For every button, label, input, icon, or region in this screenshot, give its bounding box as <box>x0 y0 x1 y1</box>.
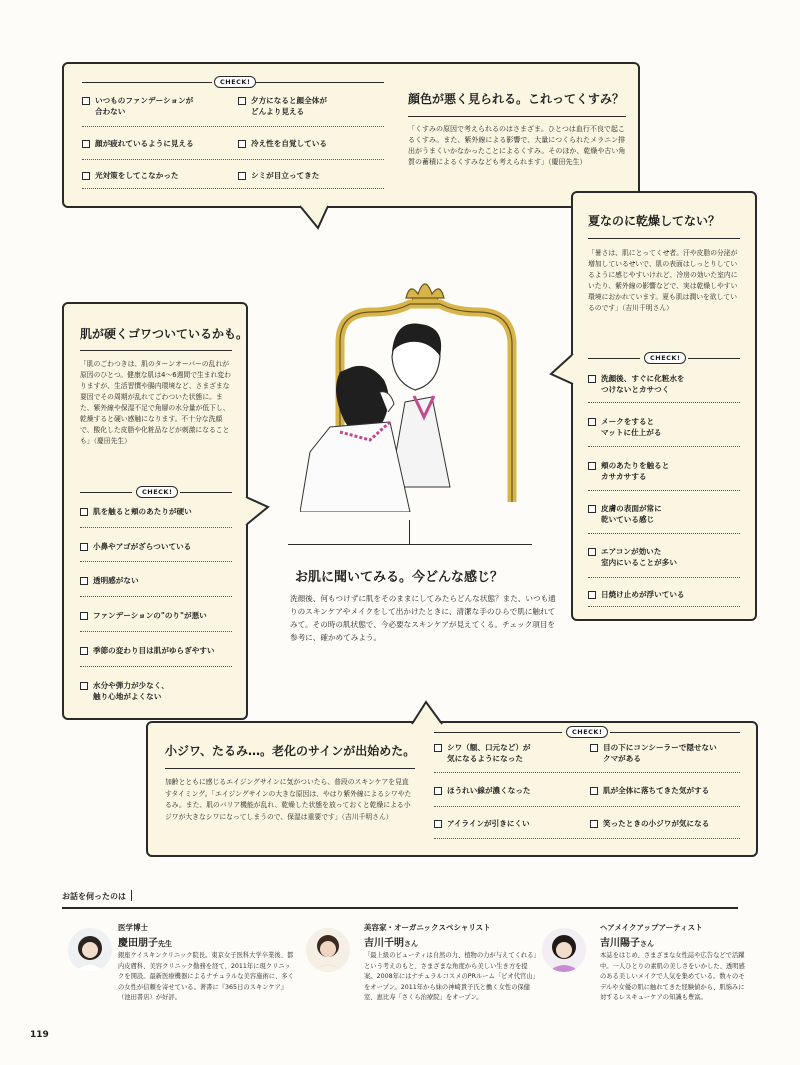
dotted-divider <box>80 527 232 528</box>
dryness-body: 「暑さは、肌にとってくせ者。汗や皮脂の分泌が増加しているせいで、肌の表面はしっとりしているように感じやすいけれど、冷房の効いた室内にいたり、紫外線の影響などで、実は乾燥しやすい環境におかれています。夏も肌は潤いを欲しているのです」（吉川千明さん） <box>588 249 738 312</box>
dullness-heading-rule <box>408 116 626 117</box>
dotted-divider <box>82 159 384 160</box>
checkbox-icon[interactable] <box>588 462 596 470</box>
dullness-check-item[interactable]: いつものファンデーションが 合わない <box>82 95 232 117</box>
stiffness-check-item[interactable]: 透明感がない <box>80 575 240 586</box>
stiffness-check-item[interactable]: 肌を触ると頬のあたりが硬い <box>80 506 240 517</box>
stiffness-check-item[interactable]: 水分や弾力が少なく、 触り心地がよくない <box>80 680 240 702</box>
checkbox-icon[interactable] <box>238 97 246 105</box>
aging-check-item[interactable]: 笑ったときの小ジワが気になる <box>590 818 750 829</box>
avatar <box>542 928 586 972</box>
dryness-check-item[interactable]: 洗顔後、すぐに化粧水を つけないとカサつく <box>588 373 738 395</box>
dotted-divider <box>80 561 232 562</box>
stiffness-check-rule-right <box>180 492 232 493</box>
experts-label: お話を伺ったのは <box>62 892 126 901</box>
expert-bio: 「最上級のビューティは自然の力、植物の力が与えてくれる」という考えのもと、さまざまな角度から美しい生き方を提案。2008年にはナチュラルコスメのPRルーム「ビオ代官山」をオープン。2011年から妹の神崎貴子氏と働く女性の保健室、恵比寿「さくら治療院」をオープン。 <box>364 952 540 1001</box>
center-heading-rule-top <box>288 544 532 545</box>
aging-check-tag: CHECK! <box>566 726 608 738</box>
avatar <box>306 928 350 972</box>
portrait-icon <box>542 928 586 972</box>
expert-bio: 銀座ケイスキンクリニック院長。東京女子医科大学卒業後、都内皮膚科、美容クリニック勤務を経て、2011年に現クリニックを開設。最新医療機器によるナチュラルな美容施術に、多くの女性が信頼を寄せている。著書に『365日のスキンケア』（池田書店）が好評。 <box>118 952 294 1001</box>
aging-check-rule <box>434 732 562 733</box>
checkbox-icon[interactable] <box>80 682 88 690</box>
stiffness-body: 「肌のごわつきは、肌のターンオーバーの乱れが原因のひとつ。健康な肌は4〜6週間で生まれ変わりますが、生活習慣や腸内環境など、さまざまな要因でその周期が乱れてごわついた状態に。また、紫外線や保湿不足で角層の水分量が低下し、乾燥すると硬い感触になります。不十分な洗顔で、酸化した皮脂や化粧品などが刺激になることも」（慶田先生） <box>80 360 231 445</box>
dotted-divider <box>588 490 740 491</box>
checkbox-icon[interactable] <box>80 577 88 585</box>
checkbox-icon[interactable] <box>434 820 442 828</box>
checkbox-icon[interactable] <box>434 787 442 795</box>
dryness-check-item[interactable]: 日焼け止めが浮いている <box>588 589 738 600</box>
dryness-check-tag: CHECK! <box>644 352 686 364</box>
stiffness-bubble-tail <box>244 495 270 531</box>
stiffness-check-item[interactable]: 季節の変わり目は肌がゆらぎやすい <box>80 645 240 656</box>
checkbox-icon[interactable] <box>238 172 246 180</box>
dullness-heading: 顔色が悪く見られる。これってくすみ？ <box>408 92 625 106</box>
dotted-divider <box>588 577 740 578</box>
dullness-body: 「くすみの原因で考えられるのはさまざま。ひとつは血行不良で起こるくすみ。また、紫外線による影響で、大量につくられたメラニン排出がうまくいかなかったことによるくすみ。そのほか、乾燥や古い角質の蓄積によるくすみなども考えられます」（慶田先生） <box>408 125 626 166</box>
dullness-check-rule <box>82 82 212 83</box>
checkbox-icon[interactable] <box>80 612 88 620</box>
checkbox-icon[interactable] <box>590 820 598 828</box>
expert-bio: 本誌をはじめ、さまざまな女性誌や広告などで活躍中。一人ひとりの素肌の美しさをいかした、透明感のある美しいメイクで人気を集めている。数々のモデルや女優の肌に触れてきた経験値から、肌悩みに対するレスキューケアの知識も豊富。 <box>600 952 745 1001</box>
experts-label-bar <box>131 890 132 901</box>
checkbox-icon[interactable] <box>82 172 90 180</box>
checkbox-icon[interactable] <box>590 744 598 752</box>
portrait-icon <box>68 928 112 972</box>
dryness-heading: 夏なのに乾燥してない？ <box>588 214 721 228</box>
dotted-divider <box>588 402 740 403</box>
dryness-heading-rule <box>588 238 740 239</box>
dotted-divider <box>82 126 384 127</box>
page-number: 119 <box>30 1030 49 1040</box>
dullness-check-item[interactable]: 光対策をしてこなかった <box>82 170 232 181</box>
aging-heading: 小ジワ、たるみ…。老化のサインが出始めた。 <box>165 744 416 758</box>
experts-rule <box>62 907 738 909</box>
avatar <box>68 928 112 972</box>
dullness-check-item[interactable]: 顔が疲れているように見える <box>82 138 232 149</box>
checkbox-icon[interactable] <box>590 787 598 795</box>
expert-name: 吉川陽子さん <box>600 938 654 949</box>
expert-name: 慶田朋子先生 <box>118 938 172 949</box>
illustration-pointer-line <box>409 520 410 544</box>
dotted-divider <box>82 188 384 189</box>
portrait-icon <box>306 928 350 972</box>
checkbox-icon[interactable] <box>434 744 442 752</box>
dotted-divider <box>434 772 740 773</box>
dotted-divider <box>434 806 740 807</box>
expert-title: 美容家・オーガニックスペシャリスト <box>364 923 491 932</box>
expert-title: 医学博士 <box>118 923 148 932</box>
checkbox-icon[interactable] <box>82 97 90 105</box>
aging-bubble-tail <box>410 700 446 726</box>
dullness-check-item[interactable]: 冷え性を自覚している <box>238 138 388 149</box>
stiffness-check-tag: CHECK! <box>136 486 178 498</box>
dryness-bubble-tail <box>549 352 575 388</box>
checkbox-icon[interactable] <box>588 591 596 599</box>
checkbox-icon[interactable] <box>588 375 596 383</box>
expert-title: ヘアメイクアップアーティスト <box>600 923 703 932</box>
aging-check-item[interactable]: シワ（額、口元など）が 気になるようになった <box>434 742 594 764</box>
checkbox-icon[interactable] <box>588 548 596 556</box>
aging-check-item[interactable]: ほうれい線が濃くなった <box>434 785 594 796</box>
dotted-divider <box>588 533 740 534</box>
checkbox-icon[interactable] <box>80 508 88 516</box>
aging-check-item[interactable]: 目の下にコンシーラーで隠せない クマがある <box>590 742 750 764</box>
dullness-check-item[interactable]: シミが目立ってきた <box>238 170 388 181</box>
stiffness-check-item[interactable]: ファンデーションの"のり"が悪い <box>80 610 240 621</box>
dullness-check-tag: CHECK! <box>214 76 256 88</box>
aging-check-item[interactable]: 肌が全体に落ちてきた気がする <box>590 785 750 796</box>
aging-body: 加齢とともに感じるエイジングサインに気がついたら、普段のスキンケアを見直すタイミング。「エイジングサインの大きな原因は、やはり紫外線によるシワやたるみ。また、肌のバリア機能が乱れ、乾燥した状態を放っておくと乾燥による小ジワが大きなシワになってしまうので、保湿は重要です」（吉川千明さん） <box>165 778 412 821</box>
dotted-divider <box>588 606 740 607</box>
stiffness-check-item[interactable]: 小鼻やアゴがざらついている <box>80 541 240 552</box>
dryness-check-item[interactable]: 皮膚の表面が常に 乾いている感じ <box>588 503 738 525</box>
stiffness-heading: 肌が硬くゴワついているかも。 <box>80 327 249 341</box>
checkbox-icon[interactable] <box>588 505 596 513</box>
dullness-check-rule-right <box>256 82 384 83</box>
dotted-divider <box>80 666 232 667</box>
checkbox-icon[interactable] <box>238 140 246 148</box>
checkbox-icon[interactable] <box>80 647 88 655</box>
center-body: 洗顔後、何もつけずに肌をそのままにしてみたらどんな状態？また、いつも通りのスキンケアやメイクをして出かけたときに、清潔な手のひらで肌に触れてみて。その時の肌状態で、今必要なスキンケアが見えてくる。チェック項目を参考に、確かめてみよう。 <box>290 594 556 642</box>
dryness-check-item[interactable]: エアコンが効いた 室内にいることが多い <box>588 546 738 568</box>
dotted-divider <box>434 838 740 839</box>
checkbox-icon[interactable] <box>588 418 596 426</box>
dryness-check-rule-right <box>688 358 740 359</box>
dotted-divider <box>80 631 232 632</box>
dotted-divider <box>588 446 740 447</box>
checkbox-icon[interactable] <box>82 140 90 148</box>
stiffness-check-rule <box>80 492 132 493</box>
aging-heading-rule <box>165 768 415 769</box>
stiffness-heading-rule <box>80 350 232 351</box>
checkbox-icon[interactable] <box>80 543 88 551</box>
mirror-illustration <box>300 272 550 512</box>
aging-check-rule-right <box>610 732 740 733</box>
dullness-bubble-tail <box>298 204 334 230</box>
dullness-check-item[interactable]: 夕方になると顔全体が どんより見える <box>238 95 388 117</box>
expert-name: 吉川千明さん <box>364 938 418 949</box>
dryness-check-rule <box>588 358 640 359</box>
center-heading: お肌に聞いてみる。今どんな感じ？ <box>295 570 504 585</box>
dryness-check-item[interactable]: メークをすると マットに仕上がる <box>588 416 738 438</box>
aging-check-item[interactable]: アイラインが引きにくい <box>434 818 594 829</box>
dotted-divider <box>80 596 232 597</box>
dryness-check-item[interactable]: 頬のあたりを触ると カサカサする <box>588 460 738 482</box>
